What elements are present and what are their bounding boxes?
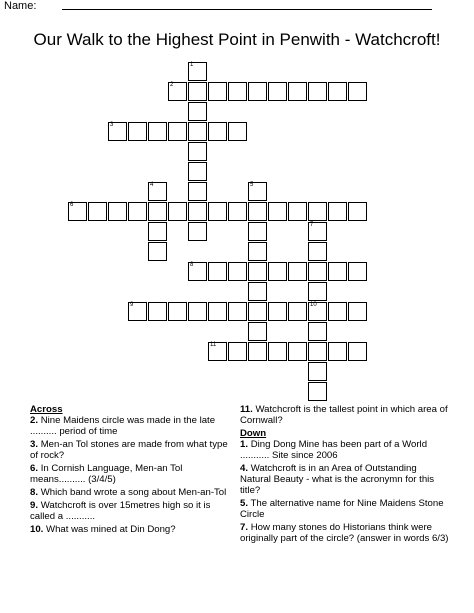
clue-item	[30, 524, 230, 535]
clue-num: 1.	[240, 439, 249, 450]
crossword-cell[interactable]	[208, 302, 227, 321]
crossword-cell[interactable]	[188, 162, 207, 181]
crossword-cell[interactable]	[248, 182, 267, 201]
clue-item	[30, 463, 230, 485]
crossword-cell[interactable]	[248, 342, 267, 361]
crossword-cell[interactable]	[248, 242, 267, 261]
crossword-cell[interactable]	[308, 282, 327, 301]
clue-text: The alternative name for Nine Maidens Stone Circle	[240, 498, 444, 520]
crossword-cell[interactable]	[128, 202, 147, 221]
crossword-cell[interactable]	[168, 202, 187, 221]
clue-text: How many stones do Historians think were originally part of the circle? (answer in words 6/3)	[240, 522, 449, 544]
crossword-cell[interactable]	[228, 122, 247, 141]
name-label: Name:	[4, 0, 37, 12]
crossword-cell[interactable]	[108, 202, 127, 221]
clue-text: Men-an Tol stones are made from what type of rock?	[30, 439, 228, 461]
crossword-cell[interactable]	[88, 202, 107, 221]
crossword-cell[interactable]	[288, 82, 307, 101]
clue-text: Watchcroft is over 15metres high so it is called a ...........	[30, 500, 211, 522]
clue-text: Ding Dong Mine has been part of a World ........... Site since 2006	[240, 439, 428, 461]
crossword-cell[interactable]	[328, 342, 347, 361]
crossword-cell[interactable]	[308, 82, 327, 101]
crossword-cell[interactable]	[268, 262, 287, 281]
clue-number: 3	[110, 122, 114, 128]
clue-num: 11.	[240, 404, 253, 415]
crossword-cell[interactable]	[188, 302, 207, 321]
crossword-cell[interactable]	[308, 222, 327, 241]
crossword-cell[interactable]	[148, 202, 167, 221]
crossword-cell[interactable]	[268, 342, 287, 361]
puzzle-title: Our Walk to the Highest Point in Penwith - Watchcroft!	[33, 30, 441, 49]
clue-num: 8.	[30, 487, 39, 498]
crossword-cell[interactable]	[308, 322, 327, 341]
clue-item	[240, 439, 450, 461]
crossword-cell[interactable]	[308, 362, 327, 381]
clue-text: In Cornish Language, Men-an Tol means.......... (3/4/5)	[30, 463, 183, 485]
crossword-cell[interactable]	[248, 82, 267, 101]
clue-number: 4	[150, 182, 154, 188]
crossword-cell[interactable]	[148, 122, 167, 141]
clue-text: What was mined at Din Dong?	[46, 524, 176, 535]
crossword-cell[interactable]	[188, 82, 207, 101]
clue-num: 4.	[240, 463, 249, 474]
crossword-cell[interactable]	[208, 82, 227, 101]
clue-num: 7.	[240, 522, 249, 533]
crossword-cell[interactable]	[208, 342, 227, 361]
crossword-cell[interactable]	[148, 302, 167, 321]
crossword-cell[interactable]	[308, 342, 327, 361]
crossword-cell[interactable]	[308, 242, 327, 261]
crossword-cell[interactable]	[188, 62, 207, 81]
clue-item	[30, 415, 230, 437]
crossword-cell[interactable]	[348, 202, 367, 221]
crossword-cell[interactable]	[328, 202, 347, 221]
crossword-cell[interactable]	[168, 302, 187, 321]
crossword-cell[interactable]	[308, 202, 327, 221]
crossword-cell[interactable]	[308, 302, 327, 321]
clue-text: Watchcroft is in an Area of Outstanding Natural Beauty - what is the acronymn for this title?	[240, 463, 435, 496]
clue-num: 2.	[30, 415, 39, 426]
crossword-cell[interactable]	[348, 342, 367, 361]
clue-number: 11	[210, 342, 217, 348]
crossword-cell[interactable]	[148, 242, 167, 261]
clue-text: Which band wrote a song about Men-an-Tol	[40, 487, 227, 498]
crossword-cell[interactable]	[288, 262, 307, 281]
clue-item	[240, 404, 450, 426]
clue-num: 10.	[30, 524, 44, 535]
crossword-cell[interactable]	[168, 122, 187, 141]
crossword-cell[interactable]	[248, 282, 267, 301]
clue-num: 5.	[240, 498, 249, 509]
clue-num: 9.	[30, 500, 39, 511]
clue-number: 10	[310, 302, 317, 308]
crossword-cell[interactable]	[348, 302, 367, 321]
crossword-cell[interactable]	[228, 302, 247, 321]
crossword-cell[interactable]	[308, 262, 327, 281]
clue-num: 6.	[30, 463, 39, 474]
crossword-cell[interactable]	[188, 202, 207, 221]
crossword-cell[interactable]	[268, 302, 287, 321]
down-header: Down	[240, 428, 267, 439]
crossword-cell[interactable]	[228, 202, 247, 221]
crossword-cell[interactable]	[248, 202, 267, 221]
clue-text: Nine Maidens circle was made in the late .......... period of time	[30, 415, 216, 437]
across-clues	[30, 404, 230, 537]
crossword-cell[interactable]	[148, 182, 167, 201]
crossword-cell[interactable]	[268, 82, 287, 101]
crossword-cell[interactable]	[348, 262, 367, 281]
clue-number: 2	[170, 82, 174, 88]
crossword-cell[interactable]	[248, 262, 267, 281]
crossword-cell[interactable]	[328, 82, 347, 101]
clue-number: 1	[190, 62, 194, 68]
crossword-cell[interactable]	[228, 82, 247, 101]
crossword-cell[interactable]	[128, 122, 147, 141]
crossword-cell[interactable]	[188, 182, 207, 201]
crossword-cell[interactable]	[248, 322, 267, 341]
crossword-cell[interactable]	[308, 382, 327, 401]
clue-text: Watchcroft is the tallest point in which area of Cornwall?	[240, 404, 448, 426]
clue-item	[240, 498, 450, 520]
crossword-cell[interactable]	[288, 302, 307, 321]
clue-item	[240, 522, 450, 544]
crossword-cell[interactable]	[288, 202, 307, 221]
crossword-cell[interactable]	[208, 202, 227, 221]
crossword-cell[interactable]	[248, 302, 267, 321]
clue-num: 3.	[30, 439, 39, 450]
crossword-cell[interactable]	[208, 262, 227, 281]
clue-item	[240, 463, 450, 496]
crossword-cell[interactable]	[288, 342, 307, 361]
crossword-cell[interactable]	[168, 82, 187, 101]
clue-number: 6	[70, 202, 74, 208]
clue-item	[30, 487, 230, 498]
clue-item	[30, 439, 230, 461]
crossword-cell[interactable]	[188, 122, 207, 141]
crossword-cell[interactable]	[228, 262, 247, 281]
crossword-cell[interactable]	[188, 102, 207, 121]
crossword-cell[interactable]	[188, 262, 207, 281]
crossword-cell[interactable]	[128, 302, 147, 321]
crossword-cell[interactable]	[108, 122, 127, 141]
clue-item	[30, 500, 230, 522]
across-header: Across	[30, 404, 63, 415]
crossword-cell[interactable]	[188, 142, 207, 161]
crossword-cell[interactable]	[328, 302, 347, 321]
crossword-cell[interactable]	[348, 82, 367, 101]
crossword-cell[interactable]	[268, 202, 287, 221]
crossword-cell[interactable]	[148, 222, 167, 241]
crossword-cell[interactable]	[328, 262, 347, 281]
clue-number: 5	[250, 182, 254, 188]
clue-number: 8	[190, 262, 194, 268]
crossword-cell[interactable]	[228, 342, 247, 361]
down-clues	[240, 404, 450, 546]
crossword-cell[interactable]	[188, 222, 207, 241]
clue-number: 7	[310, 222, 314, 228]
crossword-cell[interactable]	[208, 122, 227, 141]
crossword-cell[interactable]	[248, 222, 267, 241]
crossword-cell[interactable]	[68, 202, 87, 221]
clue-number: 9	[130, 302, 134, 308]
